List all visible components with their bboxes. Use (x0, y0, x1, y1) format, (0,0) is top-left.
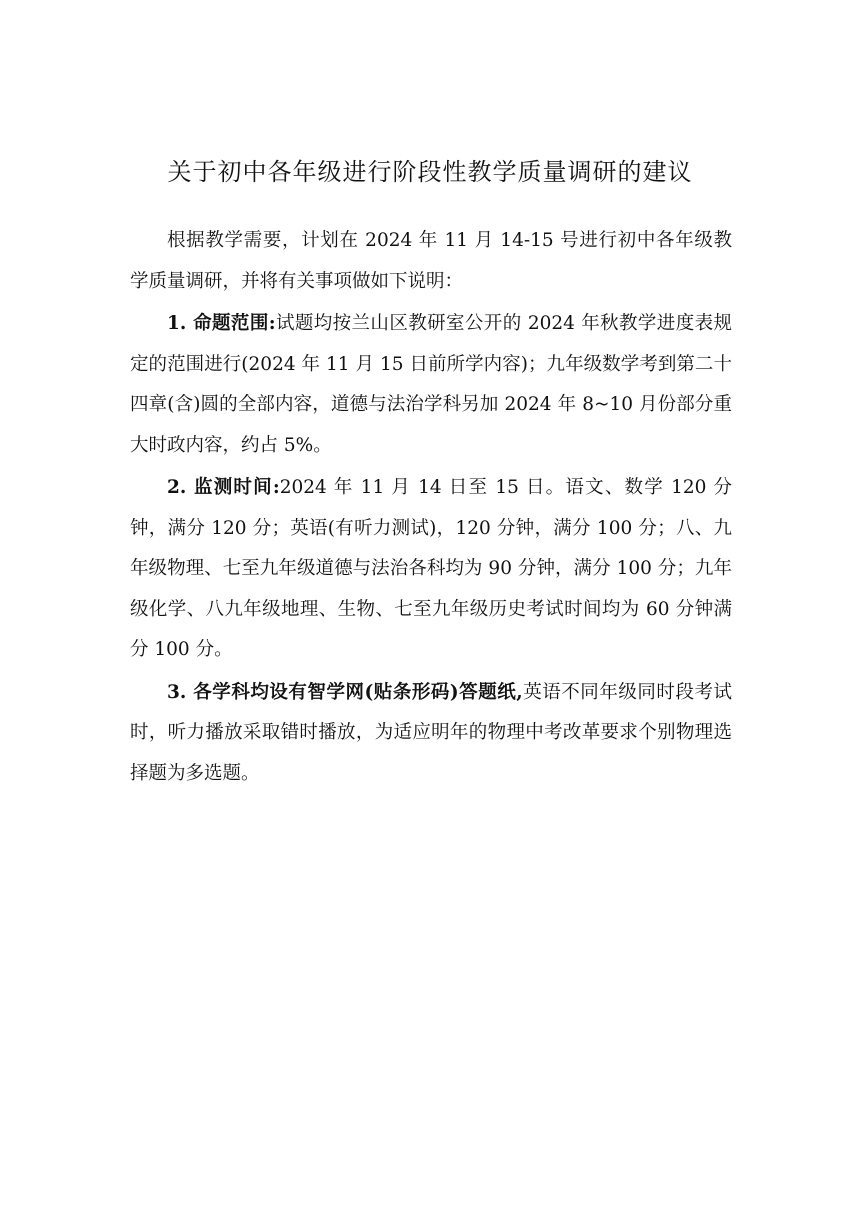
document-body (130, 221, 732, 794)
item-text-2: 2024 年 11 月 14 日至 15 日。语文、数学 120 分钟，满分 120 分；英语(有听力测试)，120 分钟，满分 100 分；八、九年级物理、七至九年级道德与法治各科均为 90 分钟，满分 100 分；九年级化学、八九年级地理、生物、七至九年级历史考试时间均为 60 分钟满分 100 分。 (130, 477, 732, 660)
intro-paragraph: 根据教学需要，计划在 2024 年 11 月 14-15 号进行初中各年级教学质量调研，并将有关事项做如下说明： (130, 230, 732, 292)
item-label-3: 3. 各学科均设有智学网(贴条形码)答题纸, (167, 681, 523, 703)
item-text-1: 试题均按兰山区教研室公开的 2024 年秋教学进度表规定的范围进行(2024 年 11 月 15 日前所学内容)；九年级数学考到第二十四章(含)圆的全部内容，道德与法治学科另加 2024 年 8~10 月份部分重大时政内容，约占 5%。 (130, 313, 732, 456)
document-title: 关于初中各年级进行阶段性教学质量调研的建议 (167, 158, 693, 186)
item-text-3: 英语不同年级同时段考试时，听力播放采取错时播放，为适应明年的物理中考改革要求个别物理选择题为多选题。 (130, 681, 732, 784)
item-label-1: 1. 命题范围: (167, 313, 276, 334)
item-paragraph-2 (130, 468, 732, 671)
item-paragraph-1 (130, 304, 732, 466)
item-paragraph-3 (130, 673, 732, 795)
item-label-2: 2. 监测时间: (167, 477, 280, 498)
